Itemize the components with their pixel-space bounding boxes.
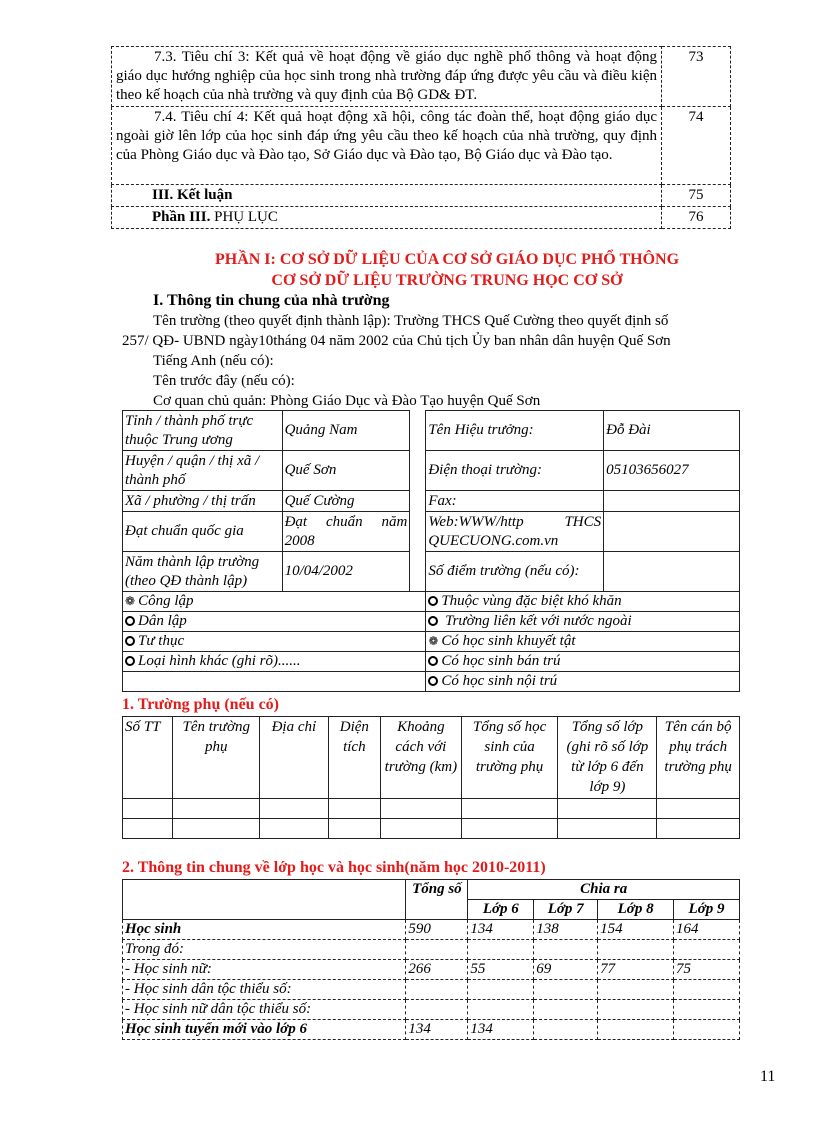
spacer — [410, 491, 426, 512]
option-left — [123, 672, 426, 692]
circle-bullet-icon — [428, 676, 438, 686]
grade-header: Lớp 8 — [598, 900, 674, 920]
info-label: Số điểm trường (nếu có): — [426, 552, 604, 592]
grade-cell — [534, 940, 598, 960]
row-label: - Học sinh dân tộc thiểu số: — [123, 980, 406, 1000]
info-value: Quảng Nam — [282, 411, 410, 451]
info-value — [604, 491, 740, 512]
grade-cell: 75 — [674, 960, 740, 980]
table-row — [123, 1020, 740, 1040]
option-left: Dân lập — [123, 612, 426, 632]
toc-page: 75 — [662, 185, 731, 207]
info-value: Quế Cường — [282, 491, 410, 512]
section-title: I. Thông tin chung của nhà trường — [153, 292, 390, 309]
column-header: Tổng số học sinh của trường phụ — [461, 717, 558, 799]
option-left: Loại hình khác (ghi rõ)...... — [123, 652, 426, 672]
info-value — [604, 552, 740, 592]
column-header: Tên cán bộ phụ trách trường phụ — [657, 717, 740, 799]
grade-cell: 55 — [468, 960, 534, 980]
toc-row — [112, 185, 731, 207]
english-name: Tiếng Anh (nếu có): — [153, 353, 274, 369]
column-header: Địa chỉ — [260, 717, 329, 799]
grade-cell — [674, 940, 740, 960]
school-decision-line: 257/ QĐ- UBND ngày10tháng 04 năm 2002 của Chủ tịch Ủy ban nhân dân huyện Quế Sơn — [122, 333, 671, 349]
row-label: Trong đó: — [123, 940, 406, 960]
row-label: Học sinh tuyển mới vào lớp 6 — [123, 1020, 406, 1040]
info-label: Fax: — [426, 491, 604, 512]
part-heading: PHẦN I: CƠ SỞ DỮ LIỆU CỦA CƠ SỞ GIÁO DỤC PHỔ THÔNG — [214, 251, 680, 268]
toc-text: Phần III. PHỤ LỤC — [112, 207, 662, 229]
option-right: Thuộc vùng đặc biệt khó khăn — [426, 592, 740, 612]
info-label: Đạt chuẩn quốc gia — [123, 512, 283, 552]
info-row — [123, 411, 740, 451]
grade-header: Lớp 7 — [534, 900, 598, 920]
info-label: Web:WWW/http THCS QUECUONG.com.vn — [426, 512, 604, 552]
grade-cell — [674, 980, 740, 1000]
table-row — [123, 920, 740, 940]
grade-cell — [674, 1020, 740, 1040]
info-value: Đạt chuẩn năm 2008 — [282, 512, 410, 552]
option-right: ❁ Có học sinh khuyết tật — [426, 632, 740, 652]
info-value: 05103656027 — [604, 451, 740, 491]
column-header: Diện tích — [328, 717, 380, 799]
grade-cell — [598, 980, 674, 1000]
grade-cell: 138 — [534, 920, 598, 940]
school-info-table — [122, 410, 740, 692]
row-label: Học sinh — [123, 920, 406, 940]
grade-cell: 164 — [674, 920, 740, 940]
info-label: Năm thành lập trường (theo QĐ thành lập) — [123, 552, 283, 592]
grade-cell: 134 — [468, 1020, 534, 1040]
circle-bullet-icon — [428, 616, 438, 626]
spacer — [410, 552, 426, 592]
option-left: ❁ Công lập — [123, 592, 426, 612]
info-label: Xã / phường / thị trấn — [123, 491, 283, 512]
info-row — [123, 451, 740, 491]
info-label: Tỉnh / thành phố trực thuộc Trung ương — [123, 411, 283, 451]
toc-text: III. Kết luận — [112, 185, 662, 207]
info-row — [123, 552, 740, 592]
toc-page: 74 — [662, 107, 731, 185]
option-row — [123, 592, 740, 612]
toc-text: 7.4. Tiêu chí 4: Kết quả hoạt động xã hội, công tác đoàn thể, hoạt động giáo dục ngoài giờ lên lớp của học sinh đáp ứng yêu cầu theo kế hoạch của nhà trường, quy định của Phòng Giáo dục và Đào tạo, Sở Giáo dục và Đào tạo, Bộ Giáo dục và Đào tạo. — [112, 107, 662, 185]
info-value: Đỗ Đài — [604, 411, 740, 451]
table-row — [123, 1000, 740, 1020]
grade-cell: 154 — [598, 920, 674, 940]
table-row — [123, 980, 740, 1000]
total-cell: 590 — [406, 920, 468, 940]
part-subheading: CƠ SỞ DỮ LIỆU TRƯỜNG TRUNG HỌC CƠ SỞ — [271, 272, 623, 289]
toc-row — [112, 47, 731, 107]
grade-cell — [468, 940, 534, 960]
option-row — [123, 612, 740, 632]
grade-cell — [674, 1000, 740, 1020]
total-header: Tổng số — [406, 880, 468, 920]
option-right: Trường liên kết với nước ngoài — [426, 612, 740, 632]
column-header: Tên trường phụ — [173, 717, 260, 799]
circle-bullet-icon — [125, 636, 135, 646]
option-right: Có học sinh nội trú — [426, 672, 740, 692]
grade-cell — [598, 1000, 674, 1020]
toc-table — [111, 46, 731, 229]
total-cell — [406, 1000, 468, 1020]
former-name: Tên trước đây (nếu có): — [153, 373, 295, 389]
info-label: Huyện / quận / thị xã / thành phố — [123, 451, 283, 491]
total-cell: 266 — [406, 960, 468, 980]
flower-icon: ❁ — [125, 594, 136, 608]
toc-row — [112, 207, 731, 229]
info-value: 10/04/2002 — [282, 552, 410, 592]
option-row — [123, 632, 740, 652]
grade-cell — [534, 1000, 598, 1020]
info-label: Điện thoại trường: — [426, 451, 604, 491]
circle-bullet-icon — [428, 656, 438, 666]
toc-page: 76 — [662, 207, 731, 229]
spacer — [410, 512, 426, 552]
table-row — [123, 819, 740, 839]
table-row — [123, 960, 740, 980]
table-row — [123, 799, 740, 819]
option-row — [123, 672, 740, 692]
circle-bullet-icon — [125, 656, 135, 666]
total-cell — [406, 980, 468, 1000]
row-label: - Học sinh nữ dân tộc thiểu số: — [123, 1000, 406, 1020]
split-header: Chia ra — [468, 880, 740, 900]
grade-cell — [534, 980, 598, 1000]
info-row — [123, 491, 740, 512]
column-header: Tổng số lớp (ghi rõ số lớp từ lớp 6 đến lớp 9) — [558, 717, 657, 799]
info-value — [604, 512, 740, 552]
toc-text: 7.3. Tiêu chí 3: Kết quả về hoạt động về giáo dục nghề phổ thông và hoạt động giáo dục hướng nghiệp của học sinh trong nhà trường đáp ứng được yêu cầu và điều kiện theo kế hoạch của nhà trường và quy định của Bộ GD& ĐT. — [112, 47, 662, 107]
page-number: 11 — [760, 1068, 776, 1085]
row-label: - Học sinh nữ: — [123, 960, 406, 980]
grade-cell — [598, 940, 674, 960]
toc-row — [112, 107, 731, 185]
grade-cell: 69 — [534, 960, 598, 980]
flower-icon: ❁ — [428, 634, 439, 648]
column-header: Số TT — [123, 717, 173, 799]
section-title: 2. Thông tin chung về lớp học và học sinh(năm học 2010-2011) — [122, 859, 546, 876]
grade-cell — [468, 980, 534, 1000]
grade-header: Lớp 6 — [468, 900, 534, 920]
grade-cell: 134 — [468, 920, 534, 940]
option-right: Có học sinh bán trú — [426, 652, 740, 672]
toc-page: 73 — [662, 47, 731, 107]
info-row — [123, 512, 740, 552]
grade-cell — [468, 1000, 534, 1020]
spacer — [410, 411, 426, 451]
spacer — [410, 451, 426, 491]
grade-header: Lớp 9 — [674, 900, 740, 920]
info-value: Quế Sơn — [282, 451, 410, 491]
grade-cell — [598, 1020, 674, 1040]
grade-cell — [534, 1020, 598, 1040]
column-header: Khoảng cách với trường (km) — [381, 717, 462, 799]
circle-bullet-icon — [428, 596, 438, 606]
total-cell — [406, 940, 468, 960]
school-name-line: Tên trường (theo quyết định thành lập): Trường THCS Quế Cường theo quyết định số — [153, 313, 669, 329]
option-left: Tư thục — [123, 632, 426, 652]
info-label: Tên Hiệu trưởng: — [426, 411, 604, 451]
circle-bullet-icon — [125, 616, 135, 626]
class-table — [122, 879, 740, 1040]
table-row — [123, 940, 740, 960]
option-row — [123, 652, 740, 672]
governing-body: Cơ quan chủ quản: Phòng Giáo Dục và Đào Tạo huyện Quế Sơn — [153, 393, 541, 409]
sub-school-table — [122, 716, 740, 839]
table-header-row — [123, 717, 740, 799]
total-cell: 134 — [406, 1020, 468, 1040]
table-header-row — [123, 880, 740, 900]
grade-cell: 77 — [598, 960, 674, 980]
section-title: 1. Trường phụ (nếu có) — [122, 696, 280, 713]
